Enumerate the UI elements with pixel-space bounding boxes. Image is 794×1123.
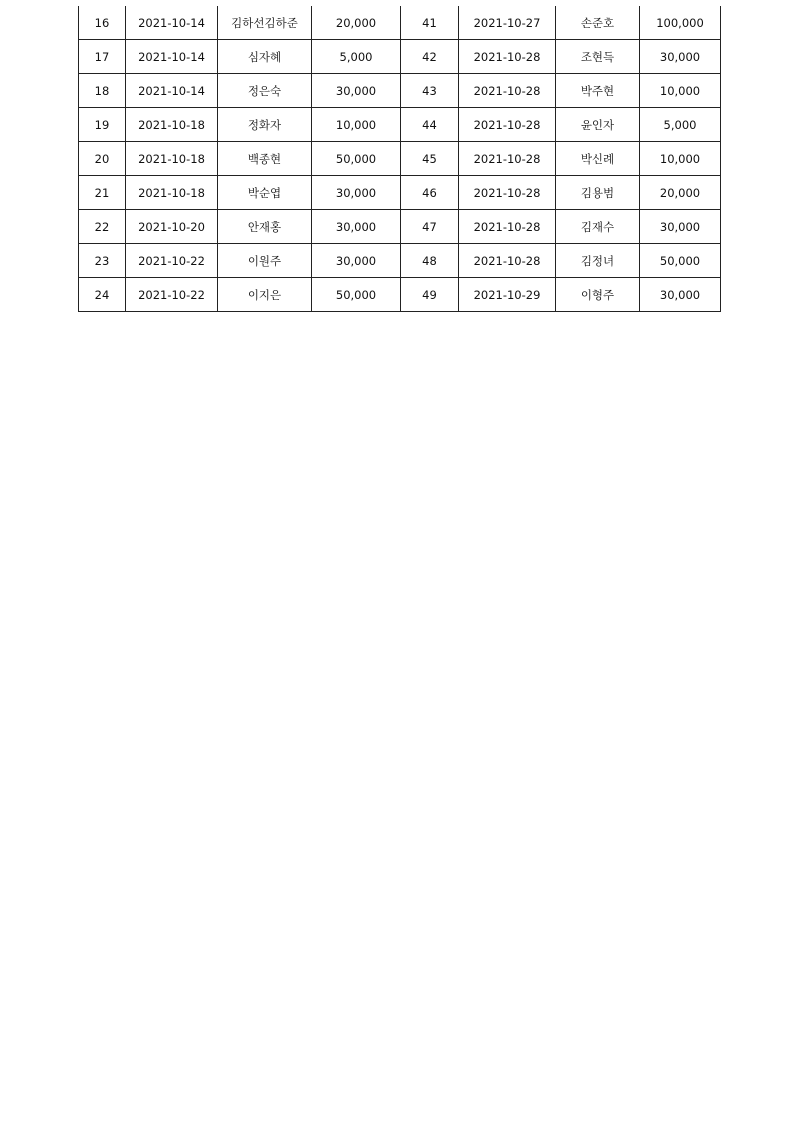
- left-no-cell: 16: [79, 6, 126, 40]
- right-name-cell: 윤인자: [556, 108, 640, 142]
- left-amount-cell: 30,000: [312, 176, 401, 210]
- left-date-cell: 2021-10-20: [126, 210, 218, 244]
- left-no-cell: 20: [79, 142, 126, 176]
- donation-table: [78, 6, 721, 312]
- right-date-cell: 2021-10-28: [459, 176, 556, 210]
- right-amount-cell: 30,000: [640, 278, 721, 312]
- right-amount-cell: 5,000: [640, 108, 721, 142]
- right-date-cell: 2021-10-27: [459, 6, 556, 40]
- right-date-cell: 2021-10-28: [459, 74, 556, 108]
- left-amount-cell: 50,000: [312, 278, 401, 312]
- left-amount-cell: 30,000: [312, 210, 401, 244]
- right-name-cell: 박주현: [556, 74, 640, 108]
- right-date-cell: 2021-10-28: [459, 108, 556, 142]
- left-name-cell: 정화자: [218, 108, 312, 142]
- right-no-cell: 48: [401, 244, 459, 278]
- left-date-cell: 2021-10-18: [126, 176, 218, 210]
- table-row: [79, 108, 721, 142]
- left-name-cell: 박순엽: [218, 176, 312, 210]
- left-no-cell: 19: [79, 108, 126, 142]
- left-amount-cell: 5,000: [312, 40, 401, 74]
- right-no-cell: 42: [401, 40, 459, 74]
- left-amount-cell: 30,000: [312, 244, 401, 278]
- right-name-cell: 박신례: [556, 142, 640, 176]
- right-no-cell: 45: [401, 142, 459, 176]
- table-row: [79, 6, 721, 40]
- left-name-cell: 백종현: [218, 142, 312, 176]
- right-no-cell: 47: [401, 210, 459, 244]
- right-amount-cell: 10,000: [640, 142, 721, 176]
- right-no-cell: 49: [401, 278, 459, 312]
- left-date-cell: 2021-10-14: [126, 74, 218, 108]
- right-no-cell: 46: [401, 176, 459, 210]
- left-name-cell: 안재홍: [218, 210, 312, 244]
- left-date-cell: 2021-10-22: [126, 244, 218, 278]
- right-name-cell: 손준호: [556, 6, 640, 40]
- right-date-cell: 2021-10-29: [459, 278, 556, 312]
- right-amount-cell: 30,000: [640, 40, 721, 74]
- left-name-cell: 이원주: [218, 244, 312, 278]
- left-amount-cell: 50,000: [312, 142, 401, 176]
- table-row: [79, 244, 721, 278]
- right-name-cell: 이형주: [556, 278, 640, 312]
- left-amount-cell: 20,000: [312, 6, 401, 40]
- left-no-cell: 23: [79, 244, 126, 278]
- left-date-cell: 2021-10-18: [126, 108, 218, 142]
- right-no-cell: 44: [401, 108, 459, 142]
- table-body: [79, 6, 721, 312]
- table-row: [79, 176, 721, 210]
- left-date-cell: 2021-10-22: [126, 278, 218, 312]
- left-name-cell: 이지은: [218, 278, 312, 312]
- right-name-cell: 조현득: [556, 40, 640, 74]
- left-amount-cell: 30,000: [312, 74, 401, 108]
- right-no-cell: 41: [401, 6, 459, 40]
- right-amount-cell: 10,000: [640, 74, 721, 108]
- left-name-cell: 심자혜: [218, 40, 312, 74]
- left-no-cell: 18: [79, 74, 126, 108]
- right-date-cell: 2021-10-28: [459, 244, 556, 278]
- right-amount-cell: 100,000: [640, 6, 721, 40]
- right-name-cell: 김재수: [556, 210, 640, 244]
- right-name-cell: 김정녀: [556, 244, 640, 278]
- left-date-cell: 2021-10-14: [126, 40, 218, 74]
- right-no-cell: 43: [401, 74, 459, 108]
- right-amount-cell: 30,000: [640, 210, 721, 244]
- right-amount-cell: 50,000: [640, 244, 721, 278]
- table-row: [79, 142, 721, 176]
- left-no-cell: 21: [79, 176, 126, 210]
- left-no-cell: 17: [79, 40, 126, 74]
- left-amount-cell: 10,000: [312, 108, 401, 142]
- left-name-cell: 정은숙: [218, 74, 312, 108]
- left-no-cell: 22: [79, 210, 126, 244]
- right-date-cell: 2021-10-28: [459, 40, 556, 74]
- table-row: [79, 40, 721, 74]
- left-no-cell: 24: [79, 278, 126, 312]
- left-name-cell: 김하선김하준: [218, 6, 312, 40]
- left-date-cell: 2021-10-18: [126, 142, 218, 176]
- right-amount-cell: 20,000: [640, 176, 721, 210]
- left-date-cell: 2021-10-14: [126, 6, 218, 40]
- right-date-cell: 2021-10-28: [459, 142, 556, 176]
- right-name-cell: 김용범: [556, 176, 640, 210]
- right-date-cell: 2021-10-28: [459, 210, 556, 244]
- table-row: [79, 74, 721, 108]
- table-row: [79, 210, 721, 244]
- table-row: [79, 278, 721, 312]
